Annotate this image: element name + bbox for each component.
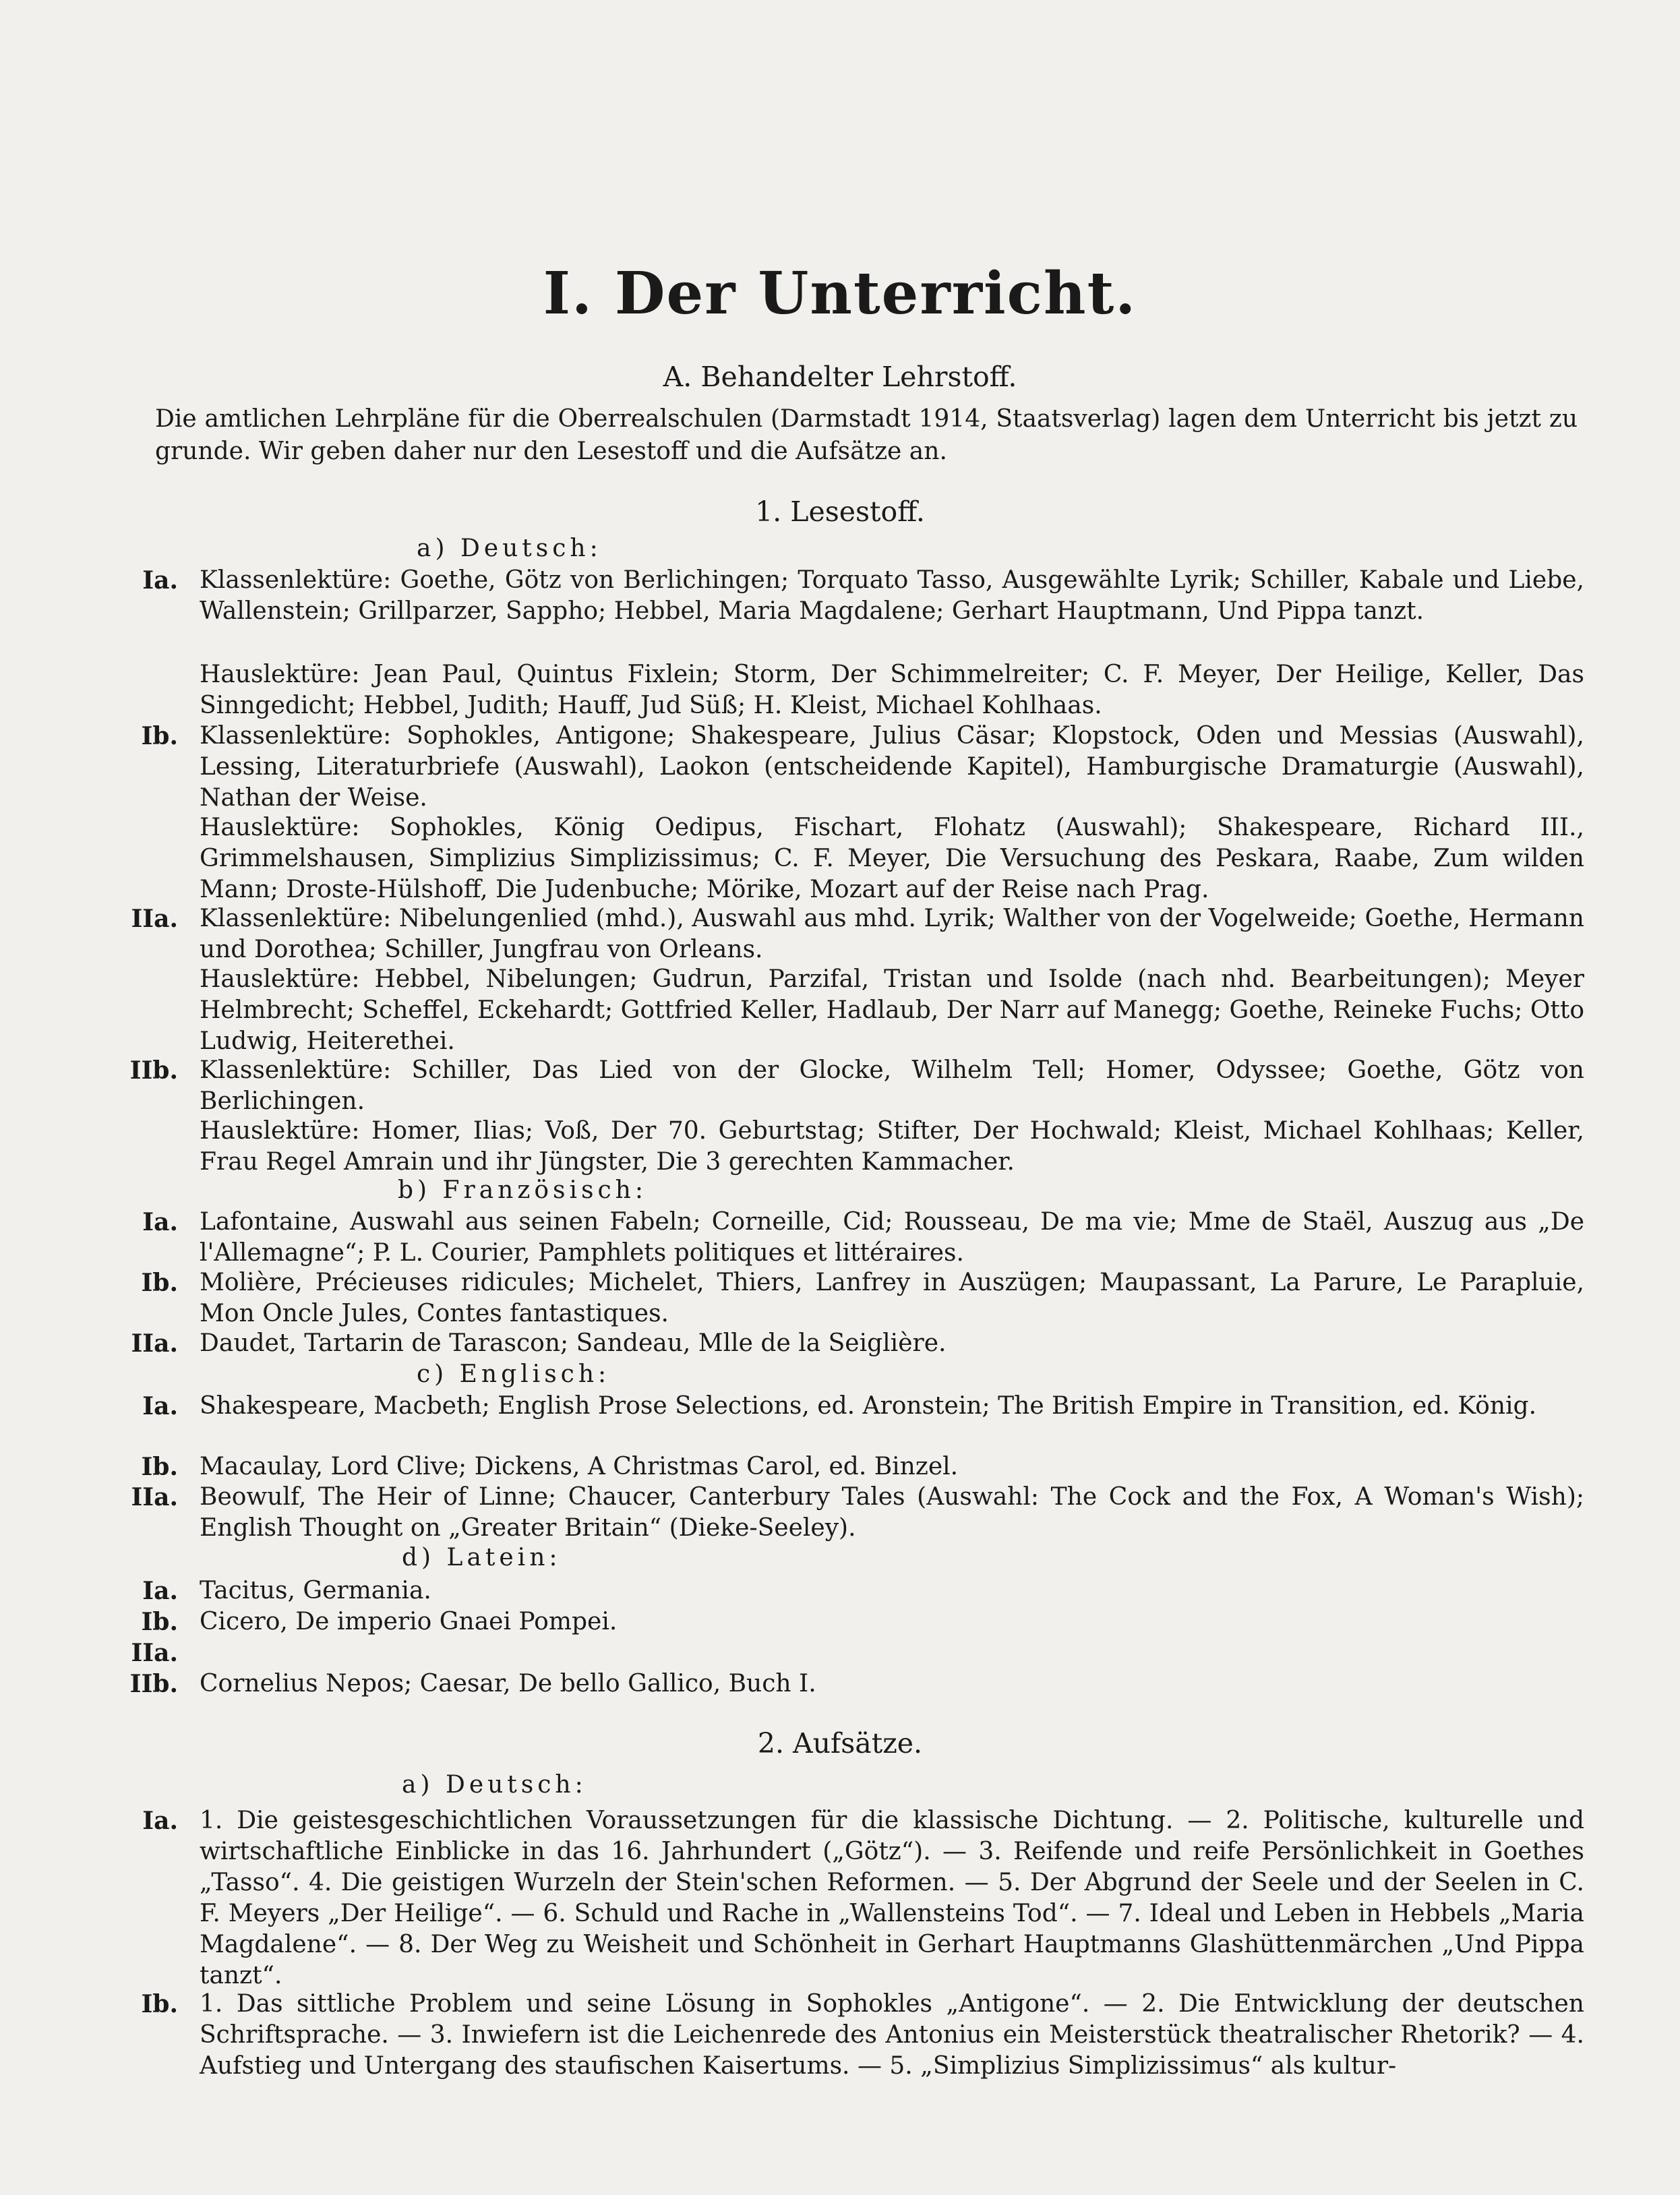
class-label: Ib. [141,1269,178,1297]
class-label: Ia. [142,1807,178,1835]
class-label: IIa. [131,1483,178,1511]
entry-engl-ib [124,1451,1584,1482]
entry-text: Hauslektüre: Hebbel, Nibelungen; Gudrun, Parzifal, Tristan und Isolde (nach nhd. Bearbeitungen); Meyer Helmbrecht; Scheffel, Eckehardt; Gottfried Keller, Hadlaub, Der Narr auf Manegg; Goethe, Reineke Fuchs; Otto Ludwig, Heiterethei. [200,965,1584,1055]
entry-franz-ib [124,1267,1584,1329]
entry-deutsch-ib-klasse [124,721,1584,814]
entry-deutsch-iia-klasse [124,903,1584,965]
entry-text: Hauslektüre: Jean Paul, Quintus Fixlein; Storm, Der Schimmelreiter; C. F. Meyer, Der Heilige, Keller, Das Sinngedicht; Hebbel, Judith; Hauff, Jud Süß; H. Kleist, Michael Kohlhaas. [200,661,1584,719]
entry-text: Hauslektüre: Homer, Ilias; Voß, Der 70. Geburtstag; Stifter, Der Hochwald; Kleist, Michael Kohlhaas; Keller, Frau Regel Amrain und ihr Jüngster, Die 3 gerechten Kammacher. [200,1117,1584,1176]
entry-text: Lafontaine, Auswahl aus seinen Fabeln; Corneille, Cid; Rousseau, De ma vie; Mme de Staël, Auszug aus „De l'Allemagne“; P. L. Courier, Pamphlets politiques et littéraires. [200,1208,1584,1267]
entry-deutsch-ia-haus [200,659,1584,721]
entry-latein-iib [124,1668,1584,1700]
subheading-englisch: c) Englisch: [417,1360,611,1388]
class-label: Ia. [142,1392,178,1420]
subheading-latein: d) Latein: [402,1544,562,1571]
entry-franz-iia [124,1328,1584,1359]
entry-deutsch-ib-haus [200,812,1584,905]
class-label: Ib. [141,722,178,750]
class-label: Ib. [141,1453,178,1481]
entry-text: Klassenlektüre: Sophokles, Antigone; Shakespeare, Julius Cäsar; Klopstock, Oden und Messias (Auswahl), Lessing, Literaturbriefe (Auswahl), Laokon (entscheidende Kapitel), Hamburgische Dramaturgie (Auswahl), Nathan der Weise. [200,722,1584,812]
entry-text: Molière, Précieuses ridicules; Michelet, Thiers, Lanfrey in Auszügen; Maupassant, La Parure, Le Parapluie, Mon Oncle Jules, Contes fantastiques. [200,1269,1584,1327]
entry-deutsch-iib-haus [200,1116,1584,1178]
class-label: Ia. [142,1577,178,1605]
class-label: IIb. [129,1056,178,1085]
entry-text: Klassenlektüre: Nibelungenlied (mhd.), Auswahl aus mhd. Lyrik; Walther von der Vogelweide; Goethe, Hermann und Dorothea; Schiller, Jungfrau von Orleans. [200,905,1584,963]
entry-franz-ia [124,1207,1584,1269]
entry-text: Cicero, De imperio Gnaei Pompei. [200,1608,618,1635]
intro-paragraph: Die amtlichen Lehrpläne für die Oberrealschulen (Darmstadt 1914, Staatsverlag) lagen dem Unterricht bis jetzt zu grunde. Wir geben daher nur den Lesestoff und die Aufsätze an. [155,405,1578,465]
section-a-heading: A. Behandelter Lehrstoff. [663,361,1017,393]
subheading-franzoesisch: b) Französisch: [398,1176,647,1204]
class-label: Ib. [141,1608,178,1636]
class-label: IIa. [131,1639,178,1667]
class-label: IIa. [131,1329,178,1358]
entry-text: Macaulay, Lord Clive; Dickens, A Christmas Carol, ed. Binzel. [200,1453,959,1480]
class-label: IIb. [129,1670,178,1698]
entry-deutsch-iib-klasse [124,1055,1584,1117]
entry-text: Hauslektüre: Sophokles, König Oedipus, Fischart, Flohatz (Auswahl); Shakespeare, Richard III., Grimmelshausen, Simplizius Simplizissimus; C. F. Meyer, Die Versuchung des Peskara, Raabe, Zum wilden Mann; Droste-Hülshoff, Die Judenbuche; Mörike, Mozart auf der Reise nach Prag. [200,814,1584,903]
entry-deutsch-ia-klasse [124,565,1584,627]
class-label: Ia. [142,566,178,595]
entry-latein-ia [124,1575,1584,1606]
entry-text: Beowulf, The Heir of Linne; Chaucer, Canterbury Tales (Auswahl: The Cock and the Fox, A Woman's Wish); English Thought on „Greater Britain“ (Dieke-Seeley). [200,1483,1584,1542]
entry-text: 1. Das sittliche Problem und seine Lösung in Sophokles „Antigone“. — 2. Die Entwicklung der deutschen Schriftsprache. — 3. Inwiefern ist die Leichenrede des Antonius ein Meisterstück theatralischer Rhetorik? — 4. Aufstieg und Untergang des staufischen Kaisertums. — 5. „Simplizius Simplizissimus“ als kultur- [200,1990,1584,2080]
entry-aufsatz-ib [124,1989,1584,2082]
subheading-deutsch-aufsaetze: a) Deutsch: [402,1771,587,1799]
entry-engl-ia [124,1391,1584,1422]
entry-aufsatz-ia [124,1805,1584,1991]
heading-lesestoff: 1. Lesestoff. [755,495,925,528]
subheading-deutsch: a) Deutsch: [417,535,602,562]
entry-text: Cornelius Nepos; Caesar, De bello Gallico, Buch I. [200,1670,816,1697]
entry-text: 1. Die geistesgeschichtlichen Voraussetzungen für die klassische Dichtung. — 2. Politische, kulturelle und wirtschaftliche Einblicke in das 16. Jahrhundert („Götz“). — 3. Reifende und reife Persönlichkeit in Goethes „Tasso“. 4. Die geistigen Wurzeln der Stein'schen Reformen. — 5. Der Abgrund der Seele und der Seelen in C. F. Meyers „Der Heilige“. — 6. Schuld und Rache in „Wallensteins Tod“. — 7. Ideal und Leben in Hebbels „Maria Magdalene“. — 8. Der Weg zu Weisheit und Schönheit in Gerhart Hauptmanns Glashüttenmärchen „Und Pippa tanzt“. [200,1807,1584,1989]
entry-text: Daudet, Tartarin de Tarascon; Sandeau, Mlle de la Seiglière. [200,1329,947,1357]
entry-deutsch-iia-haus [200,964,1584,1057]
entry-text: Klassenlektüre: Schiller, Das Lied von der Glocke, Wilhelm Tell; Homer, Odyssee; Goethe, Götz von Berlichingen. [200,1056,1584,1115]
class-label: Ia. [142,1208,178,1236]
entry-text: Klassenlektüre: Goethe, Götz von Berlichingen; Torquato Tasso, Ausgewählte Lyrik; Schiller, Kabale und Liebe, Wallenstein; Grillparzer, Sappho; Hebbel, Maria Magdalene; Gerhart Hauptmann, Und Pippa tanzt. [200,566,1584,625]
class-label: IIa. [131,905,178,933]
entry-engl-iia [124,1482,1584,1544]
entry-text: Tacitus, Germania. [200,1577,431,1604]
page-title: I. Der Unterricht. [543,260,1137,328]
entry-latein-ib [124,1606,1584,1637]
entry-text: Shakespeare, Macbeth; English Prose Selections, ed. Aronstein; The British Empire in Transition, ed. König. [200,1392,1537,1420]
heading-aufsaetze: 2. Aufsätze. [757,1727,923,1760]
class-label: Ib. [141,1990,178,2018]
